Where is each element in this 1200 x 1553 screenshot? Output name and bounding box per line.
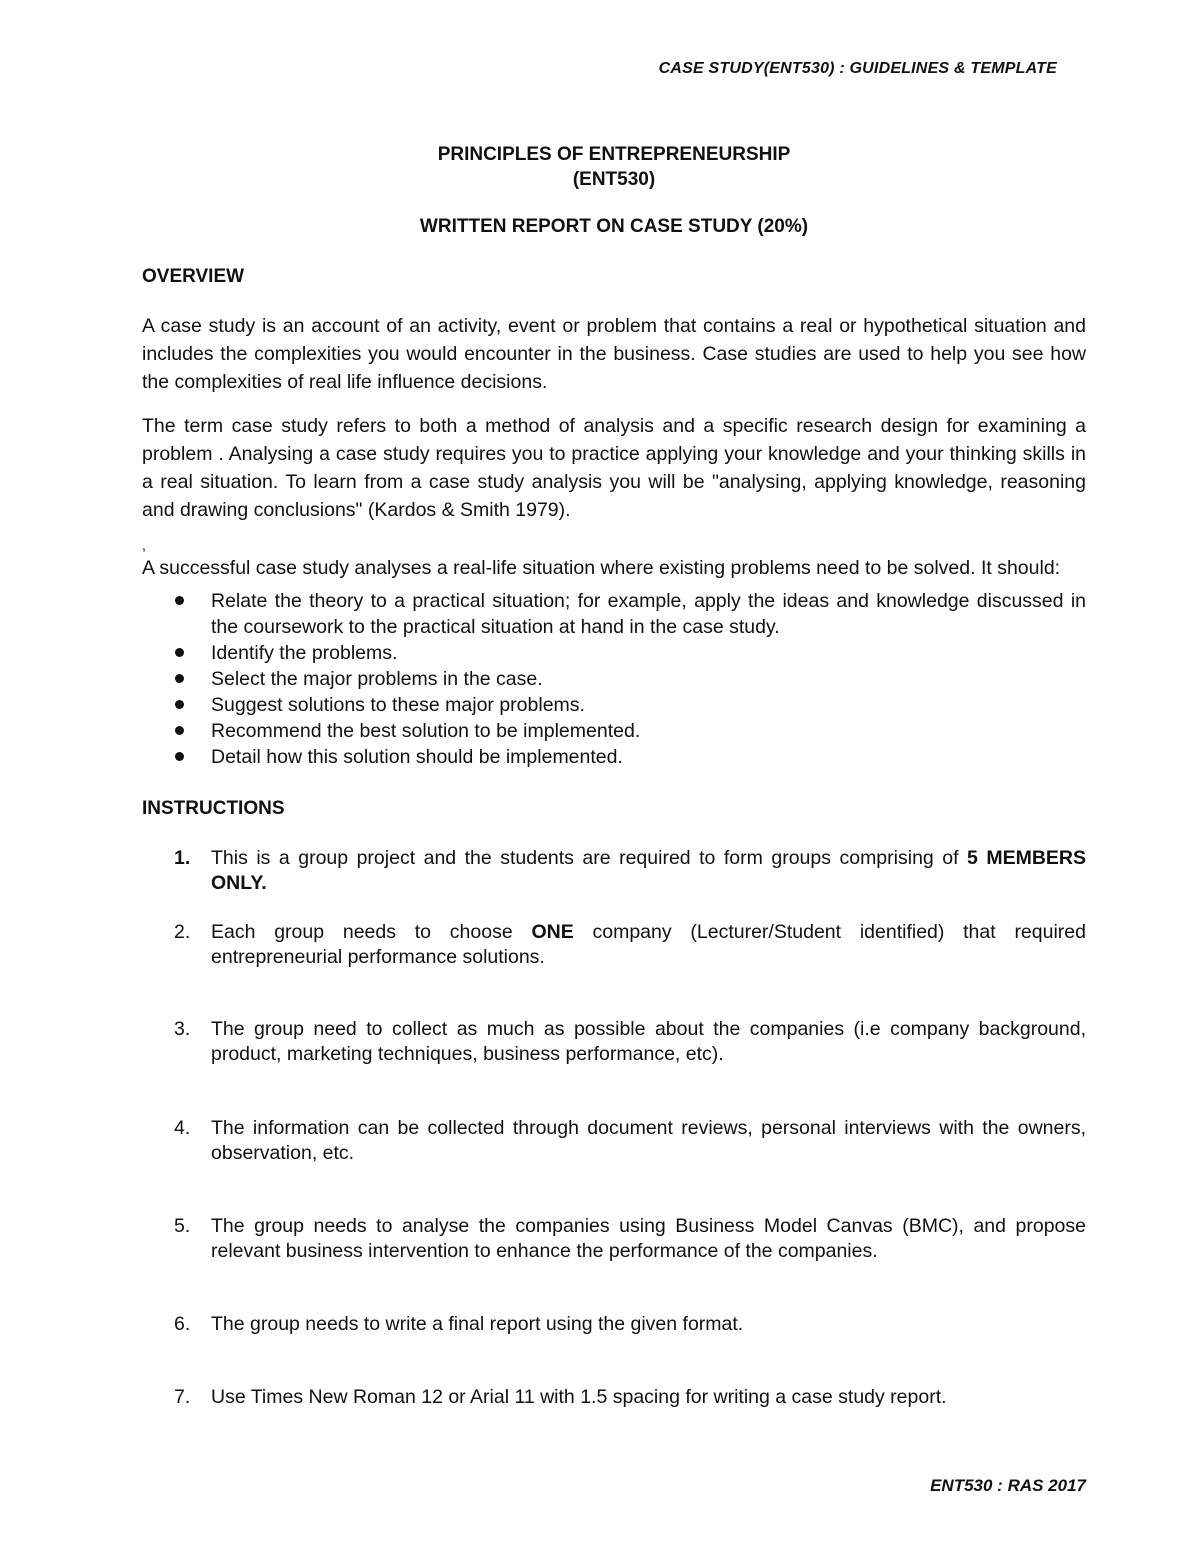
overview-paragraph-2: The term case study refers to both a method of analysis and a specific research design for examining a problem . Analysing a case study requires you to practice applying your knowledge and your thinking skills in a real situation. To learn from a case study analysis you will be "analysing, applying knowledge, reasoning and drawing conclusions" (Kardos & Smith 1979). bbox=[142, 415, 1086, 521]
instructions-list bbox=[142, 846, 1086, 1410]
list-item: 5. The group needs to analyse the companies using Business Model Canvas (BMC), and propose relevant business intervention to enhance the performance of the companies. bbox=[174, 1215, 1086, 1262]
item-number: 6. bbox=[174, 1313, 191, 1335]
page-header: CASE STUDY(ENT530) : GUIDELINES & TEMPLATE bbox=[658, 60, 1057, 77]
bullet-icon bbox=[175, 674, 184, 683]
document-body bbox=[142, 142, 1086, 1410]
document-title bbox=[142, 142, 1086, 192]
item-number: 7. bbox=[174, 1386, 191, 1408]
list-item: 4. The information can be collected through document reviews, personal interviews with the owners, observation, etc. bbox=[174, 1117, 1086, 1164]
item-number: 3. bbox=[174, 1018, 191, 1040]
list-item: 1. This is a group project and the students are required to form groups comprising of 5 MEMBERS ONLY. bbox=[174, 847, 1087, 894]
list-item: 7. Use Times New Roman 12 or Arial 11 with 1.5 spacing for writing a case study report. bbox=[174, 1386, 947, 1408]
item-number: 4. bbox=[174, 1117, 191, 1139]
list-item: Recommend the best solution to be implemented. bbox=[142, 718, 1086, 744]
page-footer: ENT530 : RAS 2017 bbox=[930, 1476, 1086, 1495]
overview-intro: A successful case study analyses a real-life situation where existing problems need to be solved. It should: bbox=[142, 557, 1061, 579]
list-item: Identify the problems. bbox=[142, 640, 1086, 666]
bullet-icon bbox=[175, 648, 184, 657]
title-line-1: PRINCIPLES OF ENTREPRENEURSHIP bbox=[437, 144, 791, 165]
overview-heading: OVERVIEW bbox=[142, 266, 245, 287]
stray-mark: , bbox=[142, 537, 146, 553]
overview-bullet-list bbox=[142, 588, 1086, 770]
bullet-icon bbox=[175, 596, 184, 605]
overview-paragraph-1: A case study is an account of an activity, event or problem that contains a real or hypothetical situation and includes the complexities you would encounter in the business. Case studies are used to help you see how the complexities of real life influence decisions. bbox=[142, 315, 1086, 393]
list-item: Detail how this solution should be implemented. bbox=[142, 744, 1086, 770]
bullet-icon bbox=[175, 726, 184, 735]
title-line-2: (ENT530) bbox=[572, 169, 656, 190]
bullet-icon bbox=[175, 752, 184, 761]
list-item: Select the major problems in the case. bbox=[142, 666, 1086, 692]
list-item: 3. The group need to collect as much as possible about the companies (i.e company background, product, marketing techniques, business performance, etc). bbox=[174, 1018, 1086, 1065]
bullet-icon bbox=[175, 700, 184, 709]
list-item: Suggest solutions to these major problems. bbox=[142, 692, 1086, 718]
instructions-heading: INSTRUCTIONS bbox=[142, 798, 285, 819]
list-item: Relate the theory to a practical situation; for example, apply the ideas and knowledge discussed in the coursework to the practical situation at hand in the case study. bbox=[142, 588, 1086, 640]
list-item: 6. The group needs to write a final report using the given format. bbox=[174, 1313, 744, 1335]
list-item: 2. Each group needs to choose ONE company (Lecturer/Student identified) that required entrepreneurial performance solutions. bbox=[174, 921, 1086, 968]
document-subtitle: WRITTEN REPORT ON CASE STUDY (20%) bbox=[419, 216, 809, 237]
item-number: 2. bbox=[174, 921, 191, 943]
item-number: 5. bbox=[174, 1215, 191, 1237]
item-number: 1. bbox=[174, 847, 191, 869]
